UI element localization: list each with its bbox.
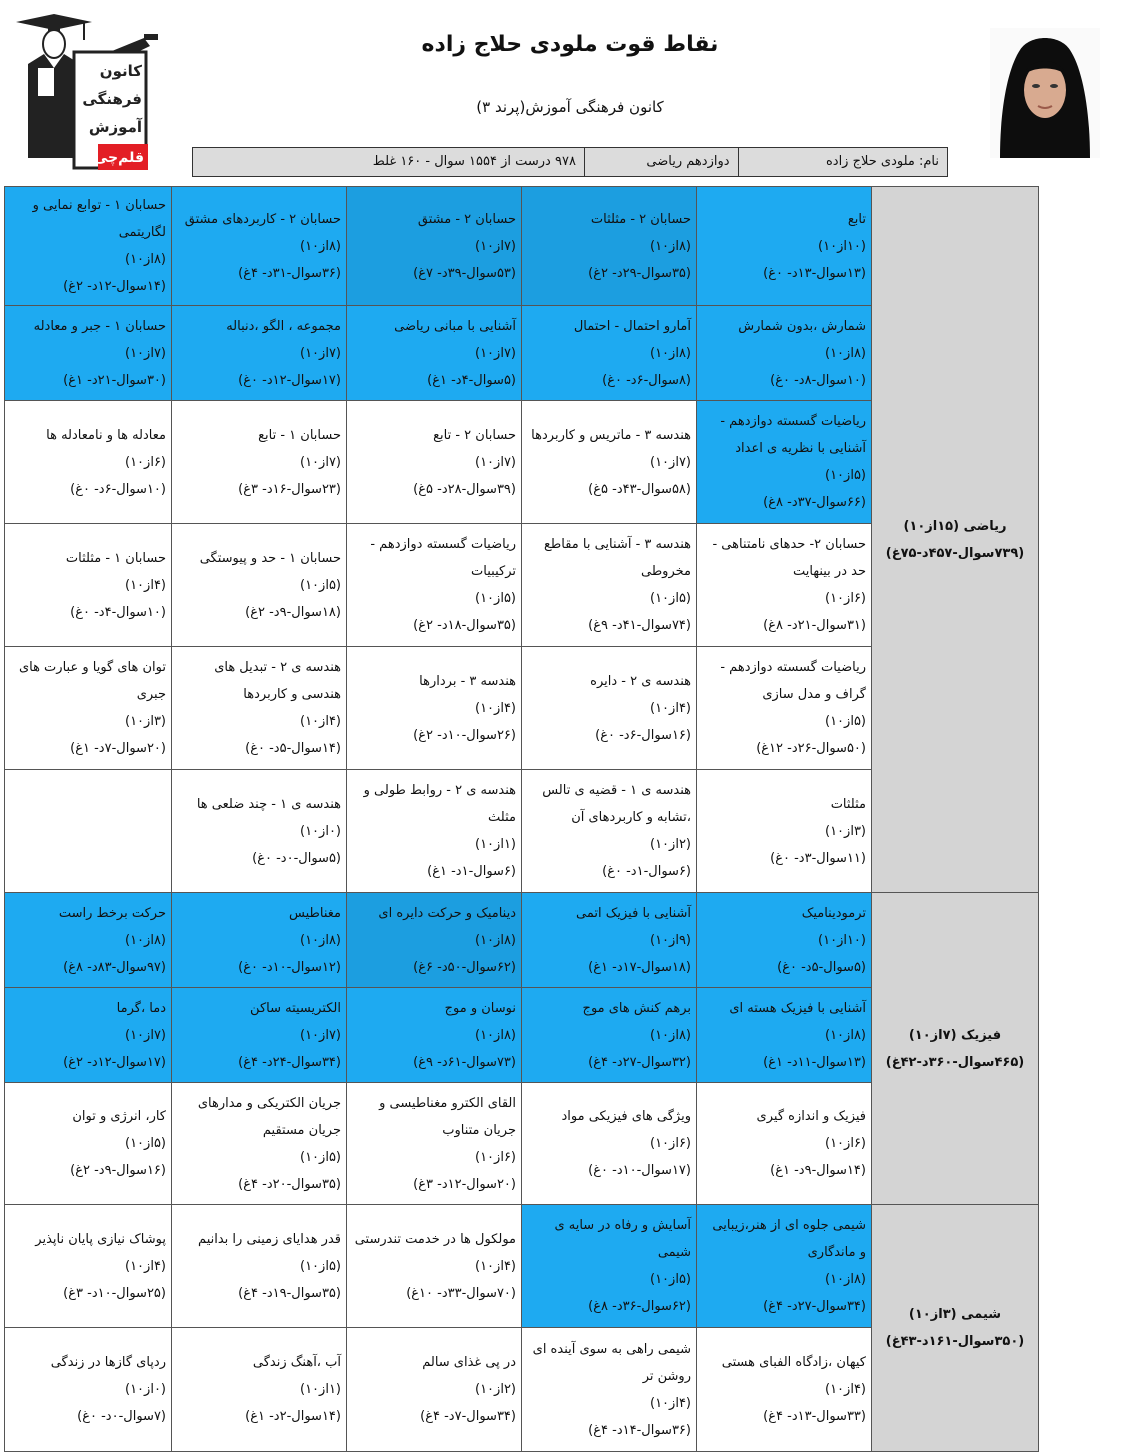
topic-stats: (۱۴سوال-۱۲د- ۲غ)	[63, 279, 166, 294]
topic-cell	[522, 1328, 697, 1452]
topic-title: هندسه ی ۲ - دایره	[590, 673, 691, 689]
topic-title: جریان الکتریکی و مدارهای جریان مستقیم	[197, 1095, 341, 1138]
table-row	[5, 1205, 1039, 1328]
topic-title: آب ،آهنگ زندگی	[252, 1355, 341, 1370]
topic-rating: (۱از۱۰)	[475, 837, 516, 852]
topic-title: ترمودینامیک	[801, 905, 866, 921]
topic-stats: (۲۰سوال-۷د- ۱غ)	[70, 741, 166, 756]
topic-cell	[347, 893, 522, 988]
student-info-bar	[192, 147, 948, 177]
topic-stats: (۲۰سوال-۱۲د- ۳غ)	[413, 1176, 516, 1192]
topic-cell	[172, 647, 347, 770]
report-header	[0, 0, 1135, 184]
topic-title: حسابان ۲ - مثلثات	[590, 211, 691, 227]
topic-rating: (۶از۱۰)	[475, 1149, 516, 1165]
topic-title: هندسه ۳ - بردارها	[419, 673, 516, 689]
table-row	[5, 893, 1039, 988]
topic-rating: (۵از۱۰)	[300, 1258, 341, 1274]
topic-title: شمارش ،بدون شمارش	[738, 318, 866, 334]
topic-cell	[697, 770, 872, 893]
topic-stats: (۱۶سوال-۹د- ۲غ)	[70, 1163, 166, 1178]
topic-title: القای الکترو مغناطیسی و جریان متناوب	[379, 1095, 516, 1138]
topic-rating: (۷از۱۰)	[300, 345, 341, 361]
topic-title: ریاضیات گسسته دوازدهم - گراف و مدل سازی	[720, 660, 866, 702]
topic-title: مثلثات	[830, 796, 866, 812]
topic-cell	[5, 988, 172, 1083]
topic-rating: (۸از۱۰)	[125, 252, 166, 267]
topic-rating: (۴از۱۰)	[475, 700, 516, 716]
topic-title: معادله ها و نامعادله ها	[46, 427, 166, 443]
topic-rating: (۷از۱۰)	[475, 345, 516, 361]
topic-rating: (۸از۱۰)	[825, 1027, 866, 1043]
topic-cell	[172, 988, 347, 1083]
topic-stats: (۲۵سوال-۱۰د- ۳غ)	[63, 1285, 166, 1301]
topic-title: هندسه ۳ - آشنایی با مقاطع مخروطی	[543, 537, 691, 579]
topic-title: هندسه ی ۲ - تبدیل های هندسی و کاربردها	[214, 660, 341, 702]
topic-title: کیهان ،زادگاه الفبای هستی	[721, 1355, 866, 1370]
logo-text-1: کانون	[99, 62, 142, 80]
topic-rating: (۸از۱۰)	[475, 1027, 516, 1043]
topic-rating: (۷از۱۰)	[300, 454, 341, 470]
topic-stats: (۵سوال-۰د- ۰غ)	[252, 850, 341, 866]
topic-stats: (۳۴سوال-۲۴د- ۴غ)	[238, 1054, 341, 1070]
topic-cell	[697, 1205, 872, 1328]
topic-cell	[5, 1328, 172, 1452]
topic-rating: (۱از۱۰)	[300, 1382, 341, 1397]
topic-cell	[172, 1328, 347, 1452]
subject-stats: (۳۵۰سوال-۱۶۱د-۴۳غ)	[885, 1334, 1025, 1349]
topic-stats: (۱۷سوال-۱۲د- ۰غ)	[238, 372, 341, 388]
topic-rating: (۷از۱۰)	[300, 1027, 341, 1043]
topic-stats: (۶سوال-۱د- ۰غ)	[602, 864, 691, 879]
subject-cell	[872, 187, 1039, 893]
topic-cell	[172, 893, 347, 988]
student-name: نام: ملودی حلاج زاده	[738, 148, 947, 176]
topic-title: مولکول ها در خدمت تندرستی	[354, 1231, 516, 1247]
topic-stats: (۳۲سوال-۲۷د- ۴غ)	[588, 1054, 691, 1070]
topic-cell	[172, 187, 347, 306]
topic-rating: (۵از۱۰)	[125, 1136, 166, 1151]
topic-rating: (۶از۱۰)	[825, 591, 866, 606]
topic-stats: (۳۴سوال-۷د- ۴غ)	[420, 1409, 516, 1424]
topic-title: حسابان ۲ - مشتق	[417, 211, 516, 227]
topic-rating: (۴از۱۰)	[650, 700, 691, 716]
topic-stats: (۶سوال-۱د- ۱غ)	[427, 864, 516, 879]
topic-stats: (۱۴سوال-۹د- ۱غ)	[770, 1163, 866, 1178]
topic-cell	[522, 401, 697, 524]
topic-cell	[5, 187, 172, 306]
topic-cell	[697, 893, 872, 988]
topic-stats: (۱۴سوال-۵د- ۰غ)	[245, 741, 341, 756]
topic-title: مغناطیس	[289, 905, 341, 921]
topic-title: هندسه ۳ - ماتریس و کاربردها	[531, 427, 691, 443]
topic-cell	[347, 306, 522, 401]
topic-cell	[697, 187, 872, 306]
topic-rating: (۵از۱۰)	[650, 1272, 691, 1287]
topic-stats: (۳۴سوال-۲۷د- ۴غ)	[763, 1299, 866, 1314]
topic-stats: (۳۳سوال-۱۳د- ۴غ)	[763, 1409, 866, 1424]
topic-rating: (۷از۱۰)	[475, 238, 516, 254]
topic-rating: (۴از۱۰)	[125, 577, 166, 593]
topic-cell	[5, 524, 172, 647]
topic-cell	[347, 988, 522, 1083]
topic-cell	[172, 401, 347, 524]
topic-rating: (۸از۱۰)	[825, 1272, 866, 1287]
topic-title: آشنایی با مبانی ریاضی	[394, 318, 516, 334]
topic-cell	[172, 1205, 347, 1328]
topic-title: آسایش و رفاه در سایه ی شیمی	[554, 1218, 691, 1260]
topic-cell	[347, 1083, 522, 1205]
topic-stats: (۹۷سوال-۸۳د- ۸غ)	[63, 959, 166, 975]
topic-stats: (۳۵سوال-۱۹د- ۴غ)	[238, 1285, 341, 1301]
subject-cell	[872, 1205, 1039, 1452]
topic-rating: (۴از۱۰)	[125, 1258, 166, 1274]
kanoon-logo	[14, 8, 164, 176]
topic-stats: (۵۳سوال-۳۹د- ۷غ)	[413, 265, 516, 281]
topic-stats: (۲۳سوال-۱۶د- ۳غ)	[238, 481, 341, 497]
topic-stats: (۱۰سوال-۸د- ۰غ)	[770, 372, 866, 388]
topic-stats: (۱۳سوال-۱۱د- ۱غ)	[763, 1054, 866, 1070]
topic-cell	[347, 1205, 522, 1328]
logo-text-2: فرهنگی	[82, 90, 142, 108]
topic-stats: (۱۷سوال-۱۰د- ۰غ)	[588, 1163, 691, 1178]
topic-stats: (۳۹سوال-۲۸د- ۵غ)	[413, 481, 516, 497]
topic-title: ردپای گازها در زندگی	[50, 1355, 166, 1370]
overall-score: ۹۷۸ درست از ۱۵۵۴ سوال - ۱۶۰ غلط	[372, 154, 576, 169]
topic-stats: (۶۶سوال-۳۷د- ۸غ)	[763, 495, 866, 510]
table-row	[5, 187, 1039, 306]
topic-rating: (۲از۱۰)	[475, 1382, 516, 1397]
topic-rating: (۴از۱۰)	[475, 1258, 516, 1274]
topic-rating: (۸از۱۰)	[825, 345, 866, 361]
topic-title: حسابان ۲ - تابع	[433, 427, 516, 443]
topic-cell	[697, 524, 872, 647]
topic-rating: (۰از۱۰)	[300, 823, 341, 839]
topic-rating: (۸از۱۰)	[650, 1027, 691, 1043]
topic-cell	[697, 401, 872, 524]
topic-rating: (۲از۱۰)	[650, 837, 691, 852]
topic-cell	[347, 187, 522, 306]
topic-cell	[522, 893, 697, 988]
topic-title: شیمی راهی به سوی آینده ای روشن تر	[532, 1341, 691, 1384]
topic-rating: (۷از۱۰)	[475, 454, 516, 470]
topic-stats: (۱۳سوال-۱۳د- ۰غ)	[763, 265, 866, 281]
topic-cell	[5, 1083, 172, 1205]
topic-cell	[697, 988, 872, 1083]
topic-cell	[172, 1083, 347, 1205]
topic-cell	[522, 1205, 697, 1328]
topic-title: شیمی جلوه ای از هنر،زیبایی و ماندگاری	[712, 1218, 866, 1260]
topic-title: حسابان ۱ - حد و پیوستگی	[199, 550, 341, 566]
topic-cell	[5, 893, 172, 988]
topic-rating: (۸از۱۰)	[650, 345, 691, 361]
topic-rating: (۶از۱۰)	[825, 1136, 866, 1151]
topic-title: تابع	[847, 211, 866, 227]
topic-title: حرکت برخط راست	[58, 905, 166, 921]
topic-stats: (۵۰سوال-۲۶د- ۱۲غ)	[756, 741, 866, 756]
topic-stats: (۱۶سوال-۶د- ۰غ)	[595, 727, 691, 743]
topic-rating: (۷از۱۰)	[650, 454, 691, 470]
topic-stats: (۱۰سوال-۶د- ۰غ)	[70, 481, 166, 497]
topic-stats: (۱۸سوال-۹د- ۲غ)	[245, 604, 341, 620]
subject-name: فیزیک (۷از۱۰)	[908, 1027, 1002, 1043]
topic-stats: (۸سوال-۶د- ۰غ)	[602, 372, 691, 388]
topic-cell	[522, 1083, 697, 1205]
topic-title: هندسه ی ۲ - روابط طولی و مثلث	[363, 783, 516, 825]
topic-stats: (۵سوال-۵د- ۰غ)	[777, 959, 866, 975]
topic-title: حسابان ۱ - جبر و معادله	[33, 318, 166, 334]
topic-stats: (۳۵سوال-۲۰د- ۴غ)	[238, 1176, 341, 1192]
topic-stats: (۷سوال-۰د- ۰غ)	[77, 1409, 166, 1424]
topic-title: حسابان ۱ - تابع	[258, 427, 341, 443]
topic-rating: (۱۰از۱۰)	[818, 932, 866, 948]
topic-cell	[172, 524, 347, 647]
topic-rating: (۶از۱۰)	[125, 454, 166, 470]
topic-rating: (۵از۱۰)	[825, 714, 866, 729]
topic-stats: (۲۶سوال-۱۰د- ۲غ)	[413, 727, 516, 743]
topic-cell	[172, 306, 347, 401]
topic-stats: (۱۸سوال-۱۷د- ۱غ)	[588, 959, 691, 975]
topic-cell	[347, 647, 522, 770]
topic-rating: (۵از۱۰)	[650, 591, 691, 606]
student-photo	[990, 28, 1100, 158]
topic-stats: (۷۰سوال-۳۳د- ۱۰غ)	[406, 1285, 516, 1301]
topic-rating: (۵از۱۰)	[300, 1149, 341, 1165]
topic-rating: (۳از۱۰)	[825, 823, 866, 839]
logo-text-3: آموزش	[88, 118, 142, 136]
subject-stats: (۷۳۹سوال-۴۵۷د-۷۵غ)	[885, 545, 1025, 561]
topic-stats: (۳۶سوال-۳۱د- ۴غ)	[238, 265, 341, 281]
topic-title: ویژگی های فیزیکی مواد	[561, 1109, 691, 1124]
subject-stats: (۴۶۵سوال-۳۶۰د-۴۲غ)	[885, 1054, 1025, 1070]
topic-title: حسابان ۲- حدهای نامتناهی - حد در بینهایت	[712, 537, 866, 579]
topic-title: برهم کنش های موج	[582, 1000, 691, 1016]
topic-title: توان های گویا و عبارت های جبری	[18, 660, 166, 702]
topic-title: آشنایی با فیزیک اتمی	[576, 905, 691, 921]
topic-cell	[522, 306, 697, 401]
topic-cell	[522, 524, 697, 647]
topic-cell	[347, 1328, 522, 1452]
topic-stats: (۵سوال-۴د- ۱غ)	[427, 372, 516, 388]
topic-stats: (۵۸سوال-۴۳د- ۵غ)	[588, 481, 691, 497]
topic-cell	[347, 401, 522, 524]
topic-cell	[5, 770, 172, 893]
topic-cell	[172, 770, 347, 893]
topic-stats: (۷۴سوال-۴۱د- ۹غ)	[588, 618, 691, 633]
subject-name: ریاضی (۱۵از۱۰)	[903, 518, 1007, 534]
topic-cell	[5, 306, 172, 401]
topic-title: فیزیک و اندازه گیری	[756, 1109, 866, 1124]
topic-stats: (۷۳سوال-۶۱د- ۹غ)	[413, 1054, 516, 1070]
topic-cell	[522, 647, 697, 770]
topic-stats: (۱۰سوال-۴د- ۰غ)	[70, 604, 166, 620]
topic-cell	[522, 770, 697, 893]
topic-stats: (۳۰سوال-۲۱د- ۱غ)	[63, 372, 166, 388]
topic-rating: (۵از۱۰)	[825, 468, 866, 483]
topic-cell	[347, 524, 522, 647]
topic-stats: (۱۴سوال-۲د- ۱غ)	[245, 1409, 341, 1424]
topic-rating: (۱۰از۱۰)	[818, 238, 866, 254]
topic-rating: (۸از۱۰)	[300, 238, 341, 254]
topic-rating: (۴از۱۰)	[300, 714, 341, 729]
topic-rating: (۳از۱۰)	[125, 714, 166, 729]
topic-rating: (۴از۱۰)	[825, 1382, 866, 1397]
topic-stats: (۶۲سوال-۳۶د- ۸غ)	[588, 1299, 691, 1314]
topic-title: ریاضیات گسسته دوازدهم - آشنایی با نظریه ی اعداد	[720, 414, 866, 456]
topic-title: نوسان و موج	[444, 1000, 516, 1016]
topic-rating: (۸از۱۰)	[475, 932, 516, 948]
topic-cell	[5, 401, 172, 524]
topic-title: در پی غذای سالم	[422, 1355, 516, 1370]
topic-stats: (۱۷سوال-۱۲د- ۲غ)	[63, 1054, 166, 1070]
page-title: نقاط قوت ملودی حلاج زاده	[421, 32, 719, 57]
topic-cell	[697, 1083, 872, 1205]
topic-stats: (۳۱سوال-۲۱د- ۸غ)	[763, 618, 866, 633]
topic-title: دینامیک و حرکت دایره ای	[378, 905, 516, 921]
topic-cell	[347, 770, 522, 893]
topic-stats: (۳۶سوال-۱۴د- ۴غ)	[588, 1422, 691, 1438]
topic-rating: (۷از۱۰)	[125, 1027, 166, 1043]
topic-stats: (۳۵سوال-۱۸د- ۲غ)	[413, 618, 516, 633]
topic-cell	[697, 306, 872, 401]
topic-stats: (۳۵سوال-۲۹د- ۲غ)	[588, 265, 691, 281]
topic-title: آشنایی با فیزیک هسته ای	[729, 1000, 866, 1016]
topic-title: دما ،گرما	[116, 1000, 166, 1016]
topic-cell	[522, 988, 697, 1083]
topic-title: آمارو احتمال - احتمال	[573, 318, 691, 334]
topic-stats: (۶۲سوال-۵۰د- ۶غ)	[413, 959, 516, 975]
topic-rating: (۵از۱۰)	[475, 591, 516, 606]
topic-title: حسابان ۲ - کاربردهای مشتق	[184, 211, 341, 227]
topic-rating: (۰از۱۰)	[125, 1382, 166, 1397]
topic-rating: (۶از۱۰)	[650, 1136, 691, 1151]
topic-rating: (۸از۱۰)	[125, 932, 166, 948]
topic-rating: (۵از۱۰)	[300, 577, 341, 593]
topic-title: الکتریسیته ساکن	[250, 1000, 341, 1016]
topic-cell	[522, 187, 697, 306]
topic-rating: (۸از۱۰)	[300, 932, 341, 948]
topic-title: هندسه ی ۱ - چند ضلعی ها	[196, 796, 341, 812]
topic-title: کار، انرژی و توان	[72, 1109, 166, 1124]
topic-rating: (۴از۱۰)	[650, 1395, 691, 1411]
topic-cell	[5, 1205, 172, 1328]
topic-rating: (۸از۱۰)	[650, 238, 691, 254]
topic-title: پوشاک نیازی پایان ناپذیر	[35, 1231, 166, 1247]
topic-title: حسابان ۱ - توابع نمایی و لگاریتمی	[32, 198, 166, 240]
topic-cell	[5, 647, 172, 770]
topic-title: مجموعه ، الگو ،دنباله	[226, 318, 341, 334]
topic-title: قدر هدایای زمینی را بدانیم	[198, 1231, 341, 1247]
logo-text-4: قلم‌چی	[93, 150, 144, 166]
topic-title: هندسه ی ۱ - قضیه ی تالس ،تشابه و کاربردهای آن	[542, 783, 691, 825]
topic-cell	[697, 647, 872, 770]
topic-title: حسابان ۱ - مثلثات	[65, 550, 166, 566]
subject-name: شیمی (۳از۱۰)	[908, 1307, 1002, 1322]
topic-stats: (۱۲سوال-۱۰د- ۰غ)	[238, 959, 341, 975]
topic-cell	[697, 1328, 872, 1452]
strengths-table	[4, 186, 1039, 1452]
student-grade: دوازدهم ریاضی	[584, 148, 738, 176]
subject-cell	[872, 893, 1039, 1205]
topic-title: ریاضیات گسسته دوازدهم - ترکیبیات	[370, 537, 516, 579]
page-subtitle: کانون فرهنگی آموزش(پرند ۳)	[476, 98, 664, 116]
topic-rating: (۷از۱۰)	[125, 345, 166, 361]
topic-rating: (۹از۱۰)	[650, 932, 691, 948]
topic-stats: (۱۱سوال-۳د- ۰غ)	[770, 850, 866, 866]
